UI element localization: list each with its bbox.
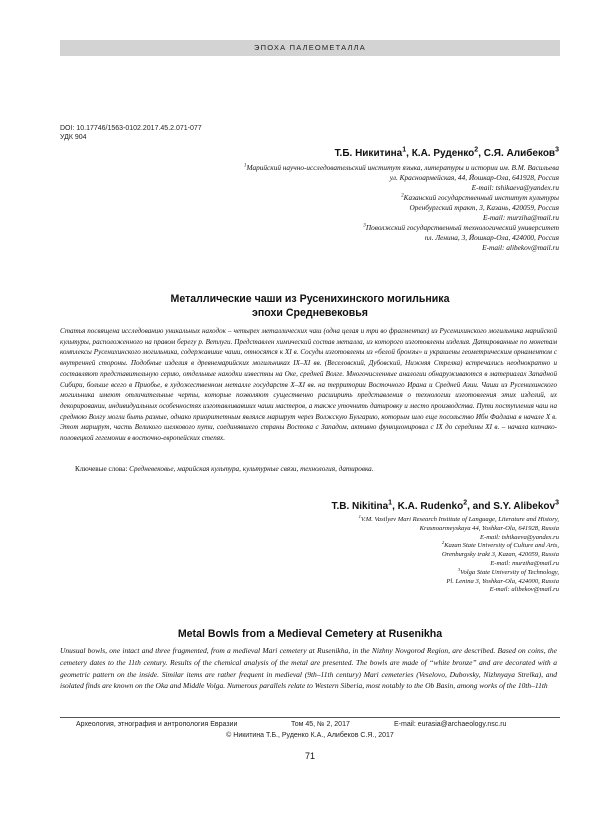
author-3-ru: С.Я. Алибеков [483, 148, 556, 159]
affiliation-1-en: $^1$V.M. Vasilyev Mari Research Institute of Language, Literature and History, [358, 513, 559, 523]
authors-en: T.B. Nikitina$^1$, K.A. Rudenko$^2$, and S.Y. Alibekov$^3$ [331, 499, 559, 512]
author-1-ru: Т.Б. Никитина [334, 148, 403, 159]
section-header-band [60, 40, 560, 56]
journal-name: Археология, этнография и антропология Евразии [76, 721, 238, 728]
affiliation-2-en: $^2$Kazan State University of Culture and Arts, [441, 540, 559, 550]
author-2-en: K.A. Rudenko [397, 501, 464, 512]
copyright: © Никитина Т.Б., Руденко К.А., Алибеков С.Я., 2017 [226, 732, 394, 739]
affiliations-ru: $^1$Марийский научно-исследовательский институт языка, литературы и истории им. В.М. Васильева ул. Красноармейская, 44, Йошкар-Ола, 641928, Россия E-mail: tshikaeva@yandex.ru $^2$Казанский государственный институт культуры Оренбургский тракт, 3, Казань, 420059, Россия E-mail: murziha@mail.ru $^3$Поволжский государственный технологический университет пл. Ленина, 3, Йошкар-Ола, 424000, Россия E-mail: alibekov@mail.ru [139, 163, 559, 253]
author-1-en: T.B. Nikitina [331, 501, 389, 512]
keywords-label: Ключевые слова: [75, 465, 128, 473]
author-3-en: and S.Y. Alibekov [472, 501, 556, 512]
page-number: 71 [304, 751, 315, 761]
section-header-text: ЭПОХА ПАЛЕОМЕТАЛЛА [254, 43, 366, 52]
footer-divider [60, 717, 560, 718]
authors-ru: Т.Б. Никитина$^1$, К.А. Руденко$^2$, С.Я. Алибеков$^3$ [334, 146, 559, 159]
affiliation-3-en: $^3$Volga State University of Technology, [457, 566, 559, 576]
abstract-en: Unusual bowls, one intact and three fragmented, from a medieval Mari cemetery at Rusenikha, in the Nizhny Novgorod Region, are described. Based on coins, the cemetery dates to the 11th century. Results of the chemical analysis of the metal are presented. The bowls are made of “white bronze” and are decorated with a geometric pattern on the inside. Similar items are rather frequent in medieval (9th–11th century) Mari cemeteries (Veselovo, Dubovsky, Nizhnyaya Strelka), and isolated finds are known on the Oka and Middle Volga. Numerous parallels relate to Western Siberia, most notably to the Ob Basin, among works of the 10th–11th [60, 646, 557, 691]
affiliation-3-ru: $^3$Поволжский государственный технологический университет [363, 222, 559, 232]
abstract-ru: Статья посвящена исследованию уникальных находок – четырех металлических чаш (одна целая и три во фрагментах) из Русенихинского могильника марийской культуры, расположенного на правом берегу р. Ветлуги. Представлен химический состав металла, из которого изготовлены изделия. Датированные по монетам комплексы Русенихинского могильника, содержавшие чаши, относятся к XI в. Сосуды изготовлены из «белой бронзы» и украшены геометрическим орнаментом с внутренней стороны. Подобные изделия в древнемарийских могильниках IX–XI вв. (Веселовский, Дубовский, Нижняя Стрелка) встречались неоднократно и составляют представительную серию, отдельные находки известны на Оке, средней Волге. Многочисленные аналогии обнаруживаются в материалах Западной Сибири, больше всего в Приобье, в художественном металле государств X–XI вв. на территории Восточного Ирана и Средней Азии. Чаши из Русенихинского могильника имеют отличительные черты, которые позволяют существенно расширить представления о технологии изготовления этих изделий, их декорировании, индивидуальных особенностях изготавливавших чаши мастеров, а также уточнить датировку и место производства. Пути поступления чаш на среднюю Волгу могли быть разные, однако приоритетным являлся маршрут через Волжскую Булгарию, которым шло еще посольство Ибн Фадлана в начале X в. Этот маршрут, часть Великого шелкового пути, соединявшего страны Востока с Западом, активно функционировал с IX до середины XI в. – начала кипчако-половецкой гегемонии в восточно-европейских степях. [60, 327, 557, 443]
email-1-ru[interactable]: E-mail: tshikaeva@yandex.ru [471, 183, 559, 192]
email-2-ru[interactable]: E-mail: murziha@mail.ru [482, 213, 559, 222]
author-2-ru: К.А. Руденко [411, 148, 475, 159]
email-1-en[interactable]: E-mail: tshikaeva@yandex.ru [480, 533, 559, 541]
doi[interactable]: DOI: 10.17746/1563-0102.2017.45.2.071-077 [60, 125, 202, 132]
udk: УДК 904 [60, 134, 87, 141]
email-2-en[interactable]: E-mail: murziha@mail.ru [490, 559, 559, 567]
affiliations-en: $^1$V.M. Vasilyev Mari Research Institute of Language, Literature and History, Krasnoarmeyskaya 44, Yoshkar-Ola, 641928, Russia E-mail: tshikaeva@yandex.ru $^2$Kazan State University of Culture and Arts, Orenburgsky trakt 3, Kazan, 420059, Russia E-mail: murziha@mail.ru $^3$Volga State University of Technology, Pl. Lenina 3, Yoshkar-Ola, 424000, Russia E-mail: alibekov@mail.ru [139, 516, 559, 595]
keywords-ru [75, 465, 374, 473]
keywords-list: Средневековье, марийская культура, культурные связи, технология, датировка. [127, 465, 374, 473]
affiliation-1-ru: $^1$Марийский научно-исследовательский институт языка, литературы и истории им. В.М. Васильева [243, 162, 559, 172]
article-title-ru: Металлические чаши из Русенихинского могильника эпохи Средневековья [170, 293, 450, 319]
article-title-en: Metal Bowls from a Medieval Cemetery at Rusenikha [177, 628, 443, 640]
journal-email[interactable]: E-mail: eurasia@archaeology.nsc.ru [394, 721, 507, 728]
journal-volume: Том 45, № 2, 2017 [291, 721, 350, 728]
affiliation-2-ru: $^2$Казанский государственный институт культуры [401, 192, 559, 202]
email-3-ru[interactable]: E-mail: alibekov@mail.ru [482, 243, 559, 252]
email-3-en[interactable]: E-mail: alibekov@mail.ru [489, 586, 559, 594]
